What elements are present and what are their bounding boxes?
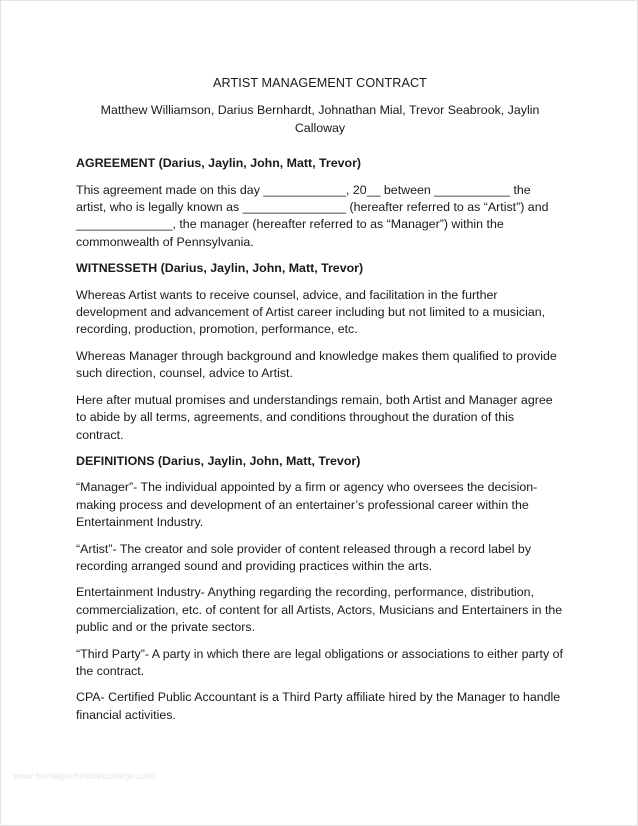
definition-manager: “Manager”- The individual appointed by a firm or agency who oversees the decision-making process and development of an entertainer’s professional career within the Entertainment Industry.	[76, 480, 538, 530]
definition-third-party: “Third Party”- A party in which there are legal obligations or associations to either party of the contract.	[76, 646, 563, 678]
watermark-text: www.heritagechristiancollege.com	[13, 771, 155, 781]
section-heading-witnesseth: WITNESSETH (Darius, Jaylin, John, Matt, Trevor)	[76, 261, 364, 276]
document-authors: Matthew Williamson, Darius Bernhardt, Johnathan Mial, Trevor Seabrook, Jaylin Calloway	[100, 103, 540, 135]
agreement-paragraph: This agreement made on this day ____________, 20__ between ___________ the artist, who is legally known as _______________ (hereafter referred to as “Artist”) and ______________, the manager (hereafter referred to as “Manager”) within the commonwealth of Pennsylvania.	[76, 182, 549, 249]
document-body	[76, 75, 564, 733]
document-title: ARTIST MANAGEMENT CONTRACT	[213, 76, 427, 90]
witnesseth-paragraph-3: Here after mutual promises and understandings remain, both Artist and Manager agree to abide by all terms, agreements, and conditions throughout the duration of this contract.	[76, 392, 553, 442]
definition-artist: “Artist”- The creator and sole provider of content released through a record label by recording arranged sound and providing practices within the arts.	[76, 541, 532, 573]
section-heading-agreement: AGREEMENT (Darius, Jaylin, John, Matt, Trevor)	[76, 156, 362, 171]
definition-cpa: CPA- Certified Public Accountant is a Third Party affiliate hired by the Manager to handle financial activities.	[76, 690, 561, 722]
witnesseth-paragraph-2: Whereas Manager through background and knowledge makes them qualified to provide such direction, counsel, advice to Artist.	[76, 348, 557, 381]
definition-entertainment-industry: Entertainment Industry- Anything regarding the recording, performance, distribution, commercialization, etc. of content for all Artists, Actors, Musicians and Entertainers in the public and or the private sectors.	[76, 585, 563, 635]
witnesseth-paragraph-1: Whereas Artist wants to receive counsel, advice, and facilitation in the further development and advancement of Artist career including but not limited to a musician, recording, production, promotion, performance, etc.	[76, 287, 546, 337]
section-heading-definitions: DEFINITIONS (Darius, Jaylin, John, Matt, Trevor)	[76, 453, 361, 468]
